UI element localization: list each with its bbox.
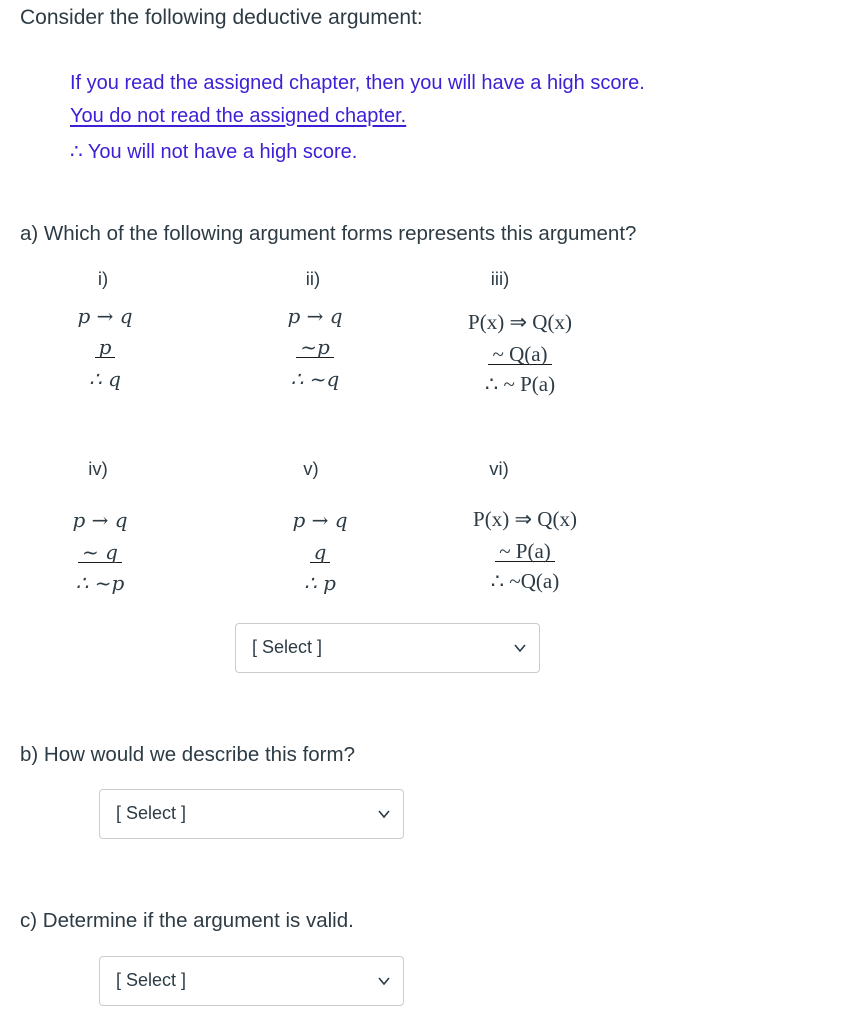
- select-dropdown-c[interactable]: [99, 956, 404, 1006]
- option-label-v: v): [303, 458, 319, 479]
- select-dropdown-a[interactable]: [235, 623, 540, 673]
- option-label-iii: iii): [490, 268, 510, 289]
- form-line-3: ∴ ~ P(a): [484, 372, 556, 396]
- form-line-2: ~ q: [78, 542, 122, 563]
- option-label-i: i): [97, 268, 109, 289]
- form-line-3: ∴ q: [89, 367, 121, 391]
- form-line-1: P(x) ⇒ Q(x): [468, 310, 572, 334]
- form-line-2: p: [95, 337, 116, 358]
- form-line-1: p → q: [77, 304, 133, 328]
- option-label-iv: iv): [88, 458, 108, 479]
- form-line-1: p → q: [72, 508, 128, 532]
- select-b-value: [ Select ]: [116, 803, 187, 823]
- form-line-2: ~p: [296, 337, 334, 358]
- question-a: a) Which of the following argument forms represents this argument?: [20, 222, 637, 245]
- form-line-1: p → q: [292, 508, 348, 532]
- chevron-down-icon: [377, 974, 391, 988]
- intro-text: Consider the following deductive argument:: [20, 6, 423, 29]
- argument-conclusion: ∴ You will not have a high score.: [70, 141, 358, 163]
- form-line-3: ∴ ~Q(a): [490, 569, 560, 593]
- form-line-2: q: [310, 542, 331, 563]
- option-label-vi: vi): [489, 458, 509, 479]
- select-dropdown-b[interactable]: [99, 789, 404, 839]
- argument-premise-1: If you read the assigned chapter, then you will have a high score.: [70, 72, 645, 94]
- form-line-3: ∴ ~p: [75, 571, 125, 595]
- chevron-down-icon: [377, 807, 391, 821]
- form-line-1: p → q: [287, 304, 343, 328]
- form-line-3: ∴ ~q: [290, 367, 340, 391]
- question-c: c) Determine if the argument is valid.: [20, 909, 354, 932]
- form-line-1: P(x) ⇒ Q(x): [473, 507, 577, 531]
- chevron-down-icon: [513, 641, 527, 655]
- option-label-ii: ii): [305, 268, 321, 289]
- select-a-value: [ Select ]: [252, 637, 323, 657]
- argument-premise-2: You do not read the assigned chapter.: [70, 105, 407, 127]
- form-line-2: ~ Q(a): [488, 344, 551, 365]
- select-c-value: [ Select ]: [116, 970, 187, 990]
- question-b: b) How would we describe this form?: [20, 743, 355, 766]
- form-line-2: ~ P(a): [495, 541, 555, 562]
- form-line-3: ∴ p: [304, 571, 336, 595]
